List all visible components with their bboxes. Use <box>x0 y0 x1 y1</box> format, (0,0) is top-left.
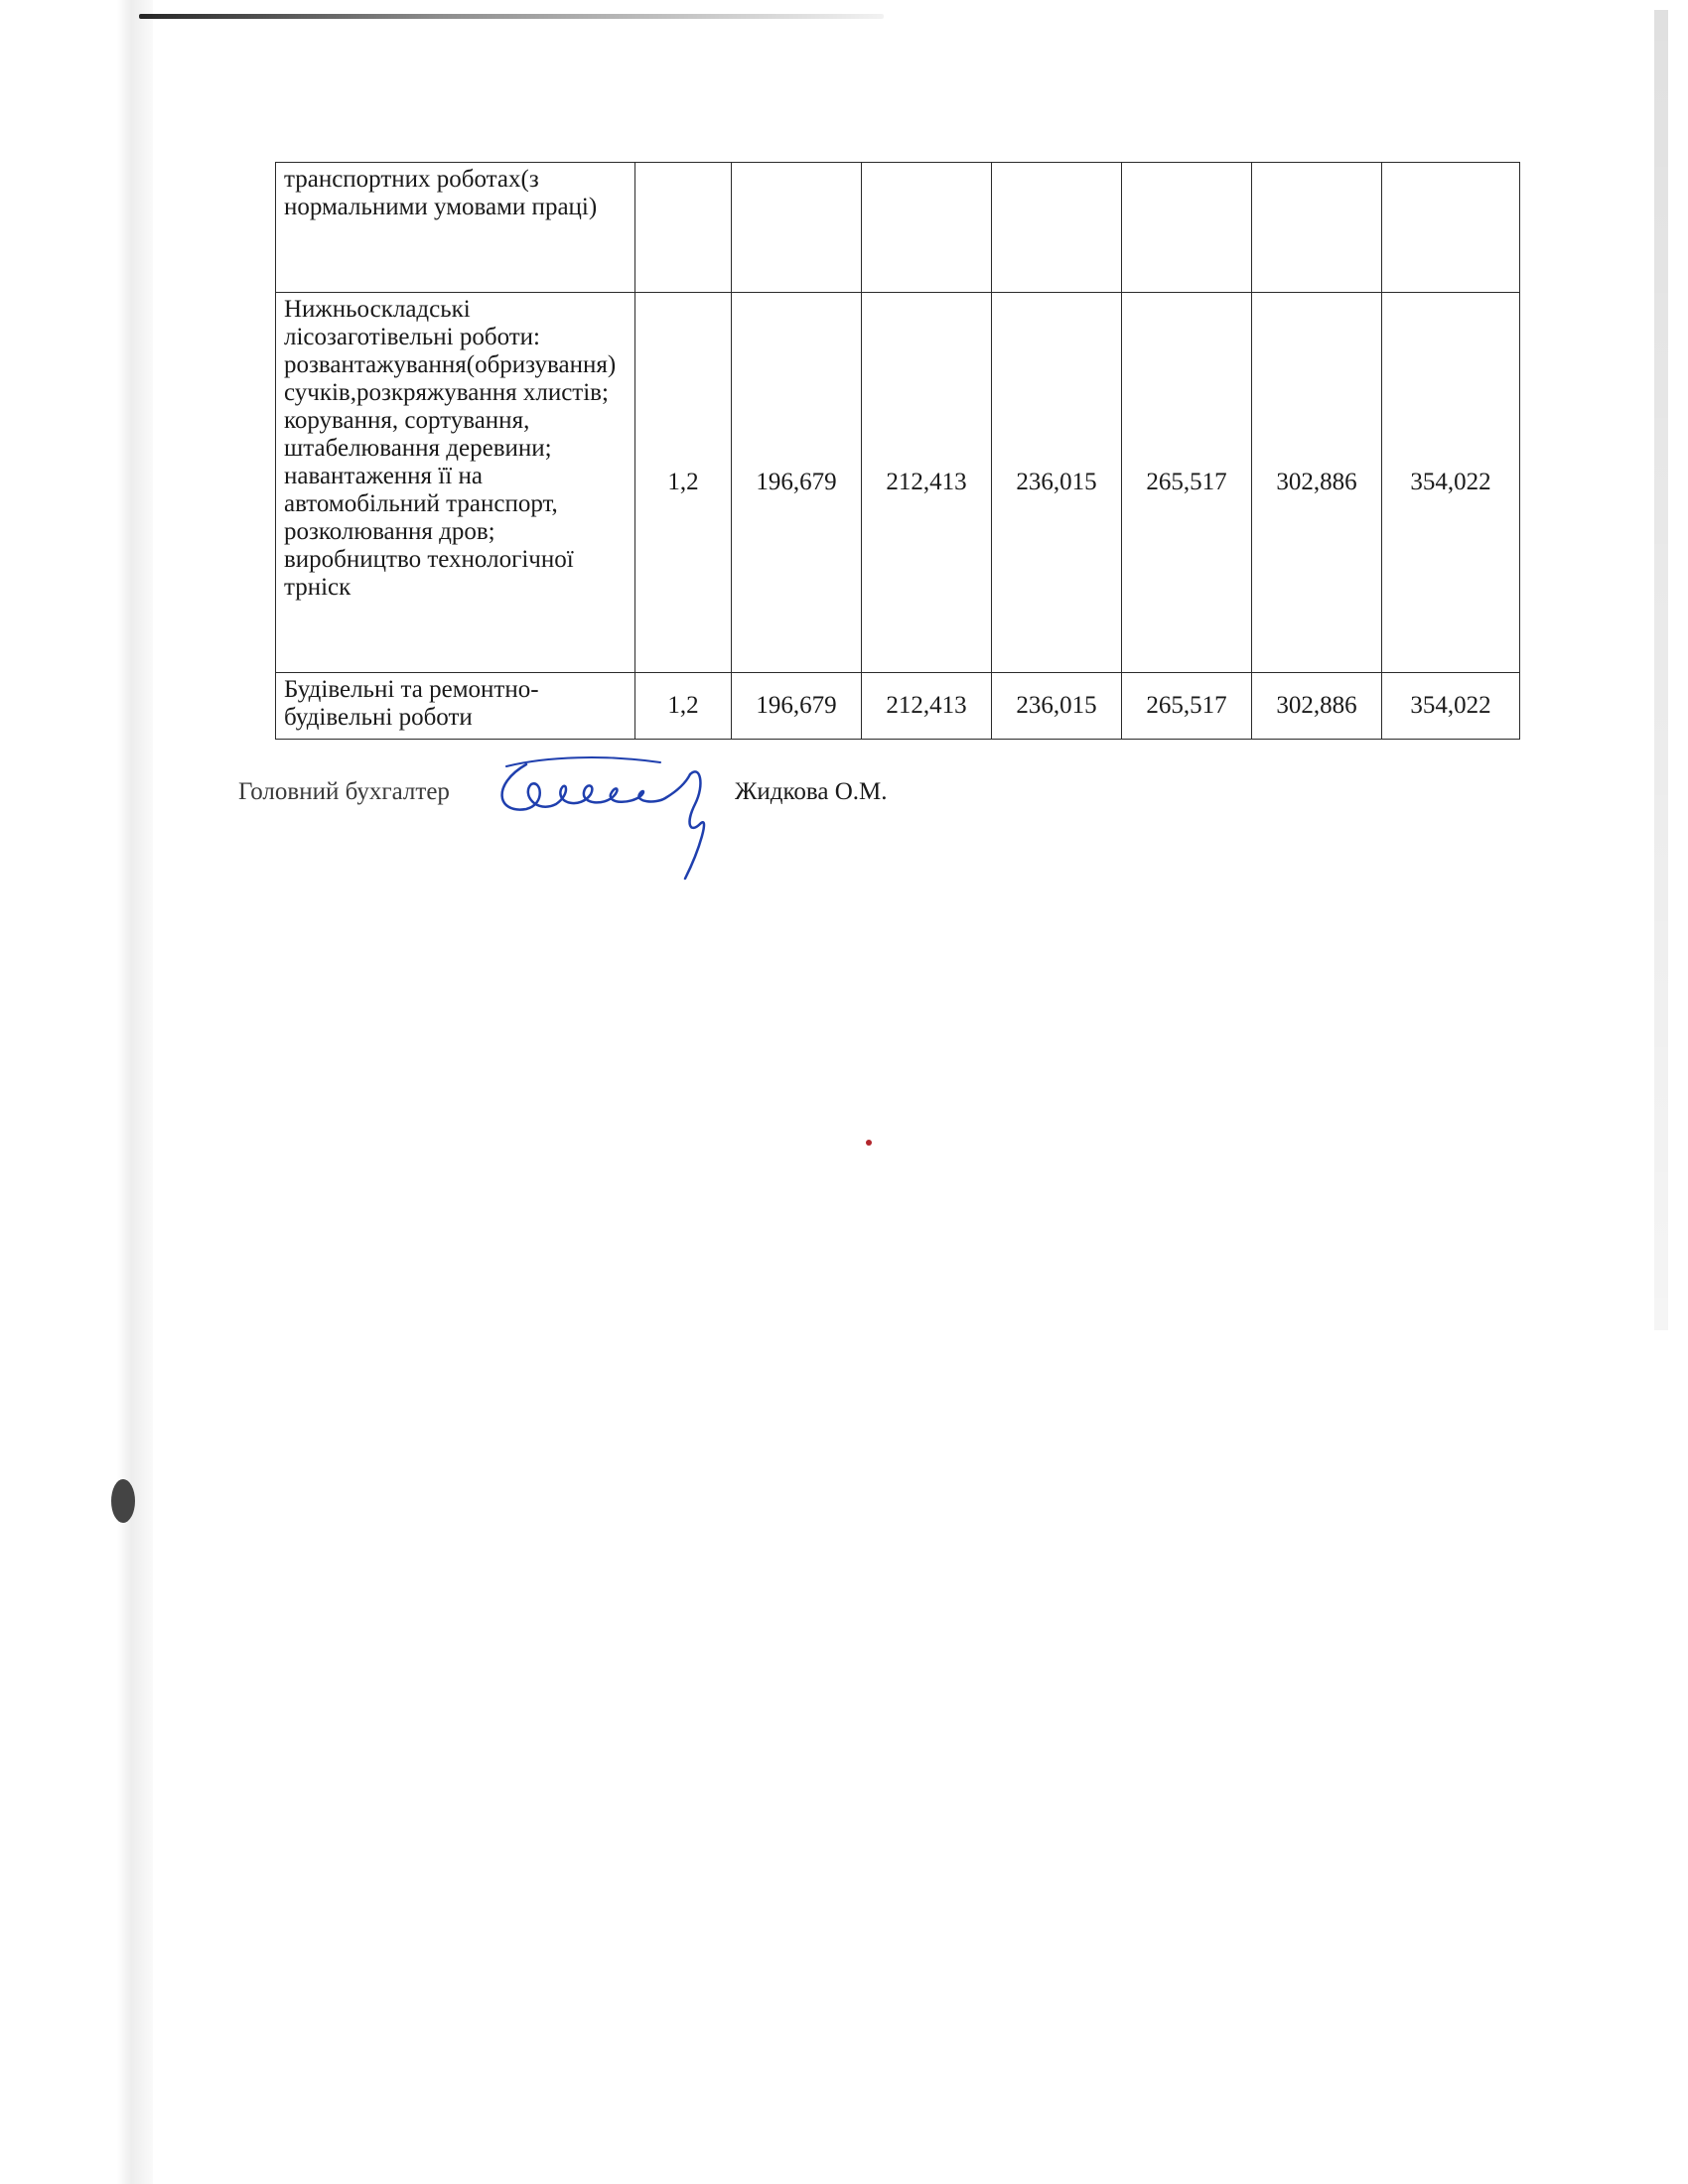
work-type-cell: транспортних роботах(з нормальними умовами праці) <box>276 163 635 293</box>
signatory-name: Жидкова О.М. <box>735 778 888 805</box>
rate-cell <box>1252 163 1382 293</box>
rate-cell <box>732 163 862 293</box>
rate-cell: 265,517 <box>1122 293 1252 673</box>
scan-left-shadow <box>117 0 153 2184</box>
coefficient-cell: 1,2 <box>635 673 732 740</box>
rate-cell: 265,517 <box>1122 673 1252 740</box>
rate-cell: 196,679 <box>732 293 862 673</box>
rate-cell <box>992 163 1122 293</box>
rate-cell: 212,413 <box>862 673 992 740</box>
table-row <box>276 293 1520 673</box>
rate-cell: 354,022 <box>1382 293 1520 673</box>
scan-top-edge-line <box>139 14 884 19</box>
table-row <box>276 163 1520 293</box>
wage-rates-table <box>275 162 1520 740</box>
binder-hole-mark <box>111 1479 135 1523</box>
work-type-cell: Нижньоскладські лісозаготівельні роботи: розвантажування(обризування) сучків,розкряжування хлистів; корування, сортування, штабелювання деревини; навантаження її на автомобільний транспорт, розколювання дров; виробництво технологічної трніск <box>276 293 635 673</box>
red-ink-dot <box>866 1140 872 1146</box>
signatory-title: Головний бухгалтер <box>238 778 450 805</box>
rate-cell: 196,679 <box>732 673 862 740</box>
coefficient-cell <box>635 163 732 293</box>
rate-cell <box>1122 163 1252 293</box>
rate-cell <box>862 163 992 293</box>
rate-cell: 236,015 <box>992 293 1122 673</box>
rate-cell: 302,886 <box>1252 293 1382 673</box>
rate-cell: 354,022 <box>1382 673 1520 740</box>
rate-cell <box>1382 163 1520 293</box>
table-row <box>276 673 1520 740</box>
rate-cell: 302,886 <box>1252 673 1382 740</box>
work-type-cell: Будівельні та ремонтно-будівельні роботи <box>276 673 635 740</box>
rate-cell: 236,015 <box>992 673 1122 740</box>
rate-cell: 212,413 <box>862 293 992 673</box>
coefficient-cell: 1,2 <box>635 293 732 673</box>
signature-block <box>238 754 1231 884</box>
scan-right-shadow <box>1654 10 1668 1330</box>
handwritten-signature <box>487 754 745 884</box>
